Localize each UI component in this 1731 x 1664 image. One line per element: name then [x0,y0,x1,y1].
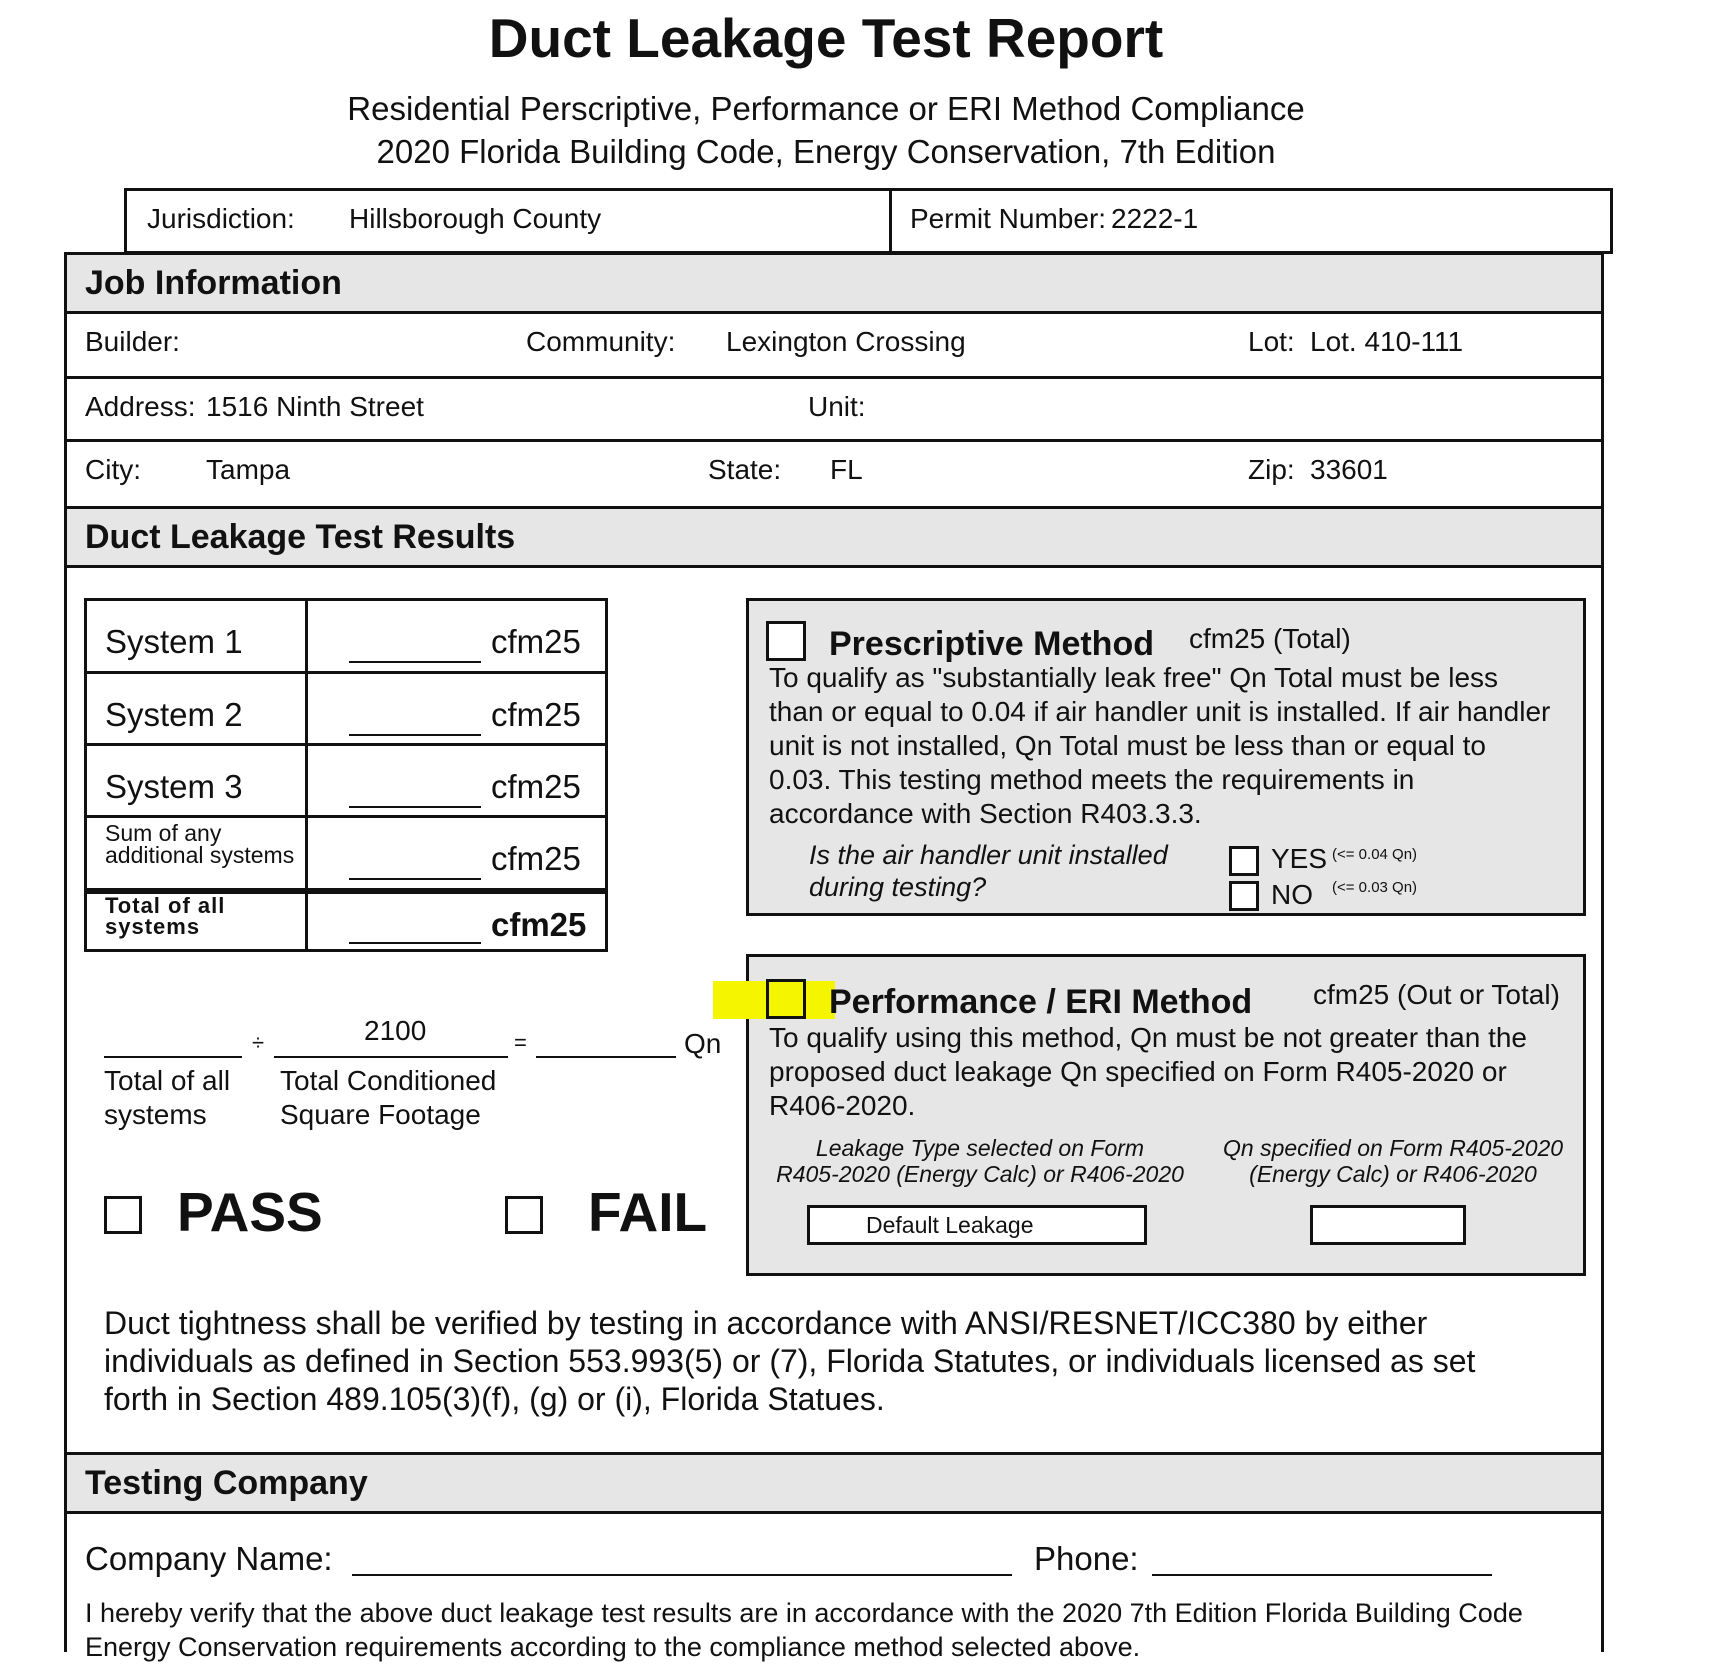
pass-label: PASS [177,1181,323,1243]
builder-label: Builder: [85,326,180,357]
lot-label: Lot: [1248,326,1295,357]
no-checkbox[interactable] [1229,881,1259,911]
fail-checkbox[interactable] [505,1196,543,1234]
qn-total-caption-line-2: systems [104,1099,207,1130]
total-label-line-2: systems [105,914,201,939]
system-3-unit: cfm25 [491,768,581,805]
additional-label-line-1: Sum of any [105,820,222,846]
system-row-1 [87,601,605,674]
sqft-value: 2100 [364,1015,427,1046]
statement-line-2: individuals as defined in Section 553.993(5) or (7), Florida Statutes, or individuals licensed as set [104,1343,1476,1379]
address-label: Address: [85,391,196,422]
performance-checkbox[interactable] [766,979,806,1019]
total-systems-value-field[interactable] [349,942,481,944]
total-systems-label [105,895,225,937]
permit-value: 2222-1 [1111,203,1199,234]
phone-label: Phone: [1034,1540,1139,1577]
subtitle-line-1: Residential Perscriptive, Performance or ERI Method Compliance [347,90,1305,127]
performance-unit: cfm25 (Out or Total) [1313,979,1560,1010]
performance-description [769,1021,1527,1123]
prescriptive-line-5: accordance with Section R403.3.3. [769,798,1202,829]
city-value: Tampa [206,454,291,485]
systems-table [84,598,608,952]
additional-label-line-2: additional systems [105,842,295,868]
no-label: NO [1271,879,1313,910]
statement-line-1: Duct tightness shall be verified by testing in accordance with ANSI/RESNET/ICC380 by either [104,1305,1428,1341]
system-row-total [87,891,605,949]
verification-statement [104,1304,1475,1418]
equals-symbol: = [514,1030,527,1055]
prescriptive-line-4: 0.03. This testing method meets the requirements in [769,764,1415,795]
job-row-builder [66,314,1602,379]
verification-note-line-2: Energy Conservation requirements according to the compliance method selected above. [85,1632,1141,1662]
performance-title: Performance / ERI Method [829,983,1253,1021]
testing-company-heading: Testing Company [64,1452,1604,1514]
performance-line-2: proposed duct leakage Qn specified on Form R405-2020 or [769,1056,1507,1087]
system-3-value-field[interactable] [349,806,481,808]
qn-sqft-caption-line-2: Square Footage [280,1099,481,1130]
state-value: FL [830,454,863,485]
company-name-label: Company Name: [85,1540,333,1577]
prescriptive-line-2: than or equal to 0.04 if air handler unit is installed. If air handler [769,696,1551,727]
job-row-city [66,442,1602,506]
company-name-field[interactable] [352,1574,1012,1576]
prescriptive-method-box [746,598,1586,916]
jurisdiction-box [124,188,892,254]
system-1-unit: cfm25 [491,623,581,660]
page-title: Duct Leakage Test Report [488,7,1164,69]
community-label: Community: [526,326,676,357]
leakage-type-caption-line-1: Leakage Type selected on Form [815,1135,1145,1161]
system-2-value-field[interactable] [349,734,481,736]
no-note: (<= 0.03 Qn) [1332,879,1418,896]
qn-unit: Qn [684,1028,722,1059]
prescriptive-line-3: unit is not installed, Qn Total must be less than or equal to [769,730,1487,761]
jurisdiction-value: Hillsborough County [349,203,602,234]
performance-line-1: To qualify using this method, Qn must be not greater than the [769,1022,1527,1053]
leakage-type-caption [769,1135,1191,1187]
leakage-type-caption-line-2: R405-2020 (Energy Calc) or R406-2020 [776,1161,1184,1187]
yes-note: (<= 0.04 Qn) [1332,846,1418,863]
system-2-label: System 2 [105,696,243,733]
prescriptive-unit: cfm25 (Total) [1189,623,1351,654]
city-label: City: [85,454,141,485]
permit-label: Permit Number: [910,203,1107,234]
performance-method-box [746,954,1586,1276]
system-3-label: System 3 [105,768,243,805]
additional-systems-label [105,822,294,866]
verification-note [85,1596,1523,1664]
qn-specified-caption-line-2: (Energy Calc) or R406-2020 [1249,1161,1537,1187]
job-row-address [66,379,1602,442]
pass-checkbox[interactable] [104,1196,142,1234]
system-2-unit: cfm25 [491,696,581,733]
yes-label: YES [1271,843,1328,874]
yes-checkbox[interactable] [1229,846,1259,876]
qn-total-caption [104,1064,230,1132]
additional-systems-value-field[interactable] [349,878,481,880]
community-value: Lexington Crossing [726,326,966,357]
leakage-type-field[interactable]: Default Leakage [807,1205,1147,1245]
air-handler-question [809,839,1168,903]
jurisdiction-label: Jurisdiction: [147,203,295,234]
qn-total-field[interactable] [104,1056,242,1058]
prescriptive-description [769,661,1550,831]
qn-sqft-field[interactable] [274,1056,508,1058]
zip-label: Zip: [1248,454,1295,485]
address-value: 1516 Ninth Street [206,391,424,422]
system-row-3 [87,746,605,818]
unit-label: Unit: [808,391,866,422]
fail-label: FAIL [588,1181,708,1243]
qn-specified-caption-line-1: Qn specified on Form R405-2020 [1223,1135,1564,1161]
air-handler-question-line-2: during testing? [809,872,987,902]
subtitle-line-2: 2020 Florida Building Code, Energy Conservation, 7th Edition [376,133,1276,170]
additional-systems-unit: cfm25 [491,840,581,877]
system-row-2 [87,674,605,746]
statement-line-3: forth in Section 489.105(3)(f), (g) or (i), Florida Statues. [104,1381,885,1417]
performance-line-3: R406-2020. [769,1090,916,1121]
qn-result-field[interactable] [536,1056,676,1058]
verification-note-line-1: I hereby verify that the above duct leakage test results are in accordance with the 2020 7th Edition Florida Building Code [85,1598,1523,1628]
qn-sqft-caption-line-1: Total Conditioned [280,1065,497,1096]
system-1-value-field[interactable] [349,661,481,663]
total-systems-unit: cfm25 [491,906,587,943]
total-label-line-1: Total of all [105,893,226,918]
duct-results-heading: Duct Leakage Test Results [64,506,1604,568]
prescriptive-checkbox[interactable] [766,621,806,661]
qn-specified-field[interactable] [1310,1205,1466,1245]
qn-total-caption-line-1: Total of all [104,1065,231,1096]
prescriptive-line-1: To qualify as "substantially leak free" Qn Total must be less [769,662,1499,693]
divide-symbol: ÷ [252,1030,265,1055]
system-row-additional [87,818,605,891]
qn-sqft-caption [280,1064,496,1132]
phone-field[interactable] [1152,1574,1492,1576]
qn-specified-caption [1223,1135,1563,1187]
air-handler-question-line-1: Is the air handler unit installed [809,840,1168,870]
state-label: State: [708,454,782,485]
prescriptive-title: Prescriptive Method [829,625,1154,663]
lot-value: Lot. 410-111 [1310,326,1464,357]
zip-value: 33601 [1310,454,1388,485]
permit-box [889,188,1613,254]
system-1-label: System 1 [105,623,243,660]
job-information-heading: Job Information [64,252,1604,314]
